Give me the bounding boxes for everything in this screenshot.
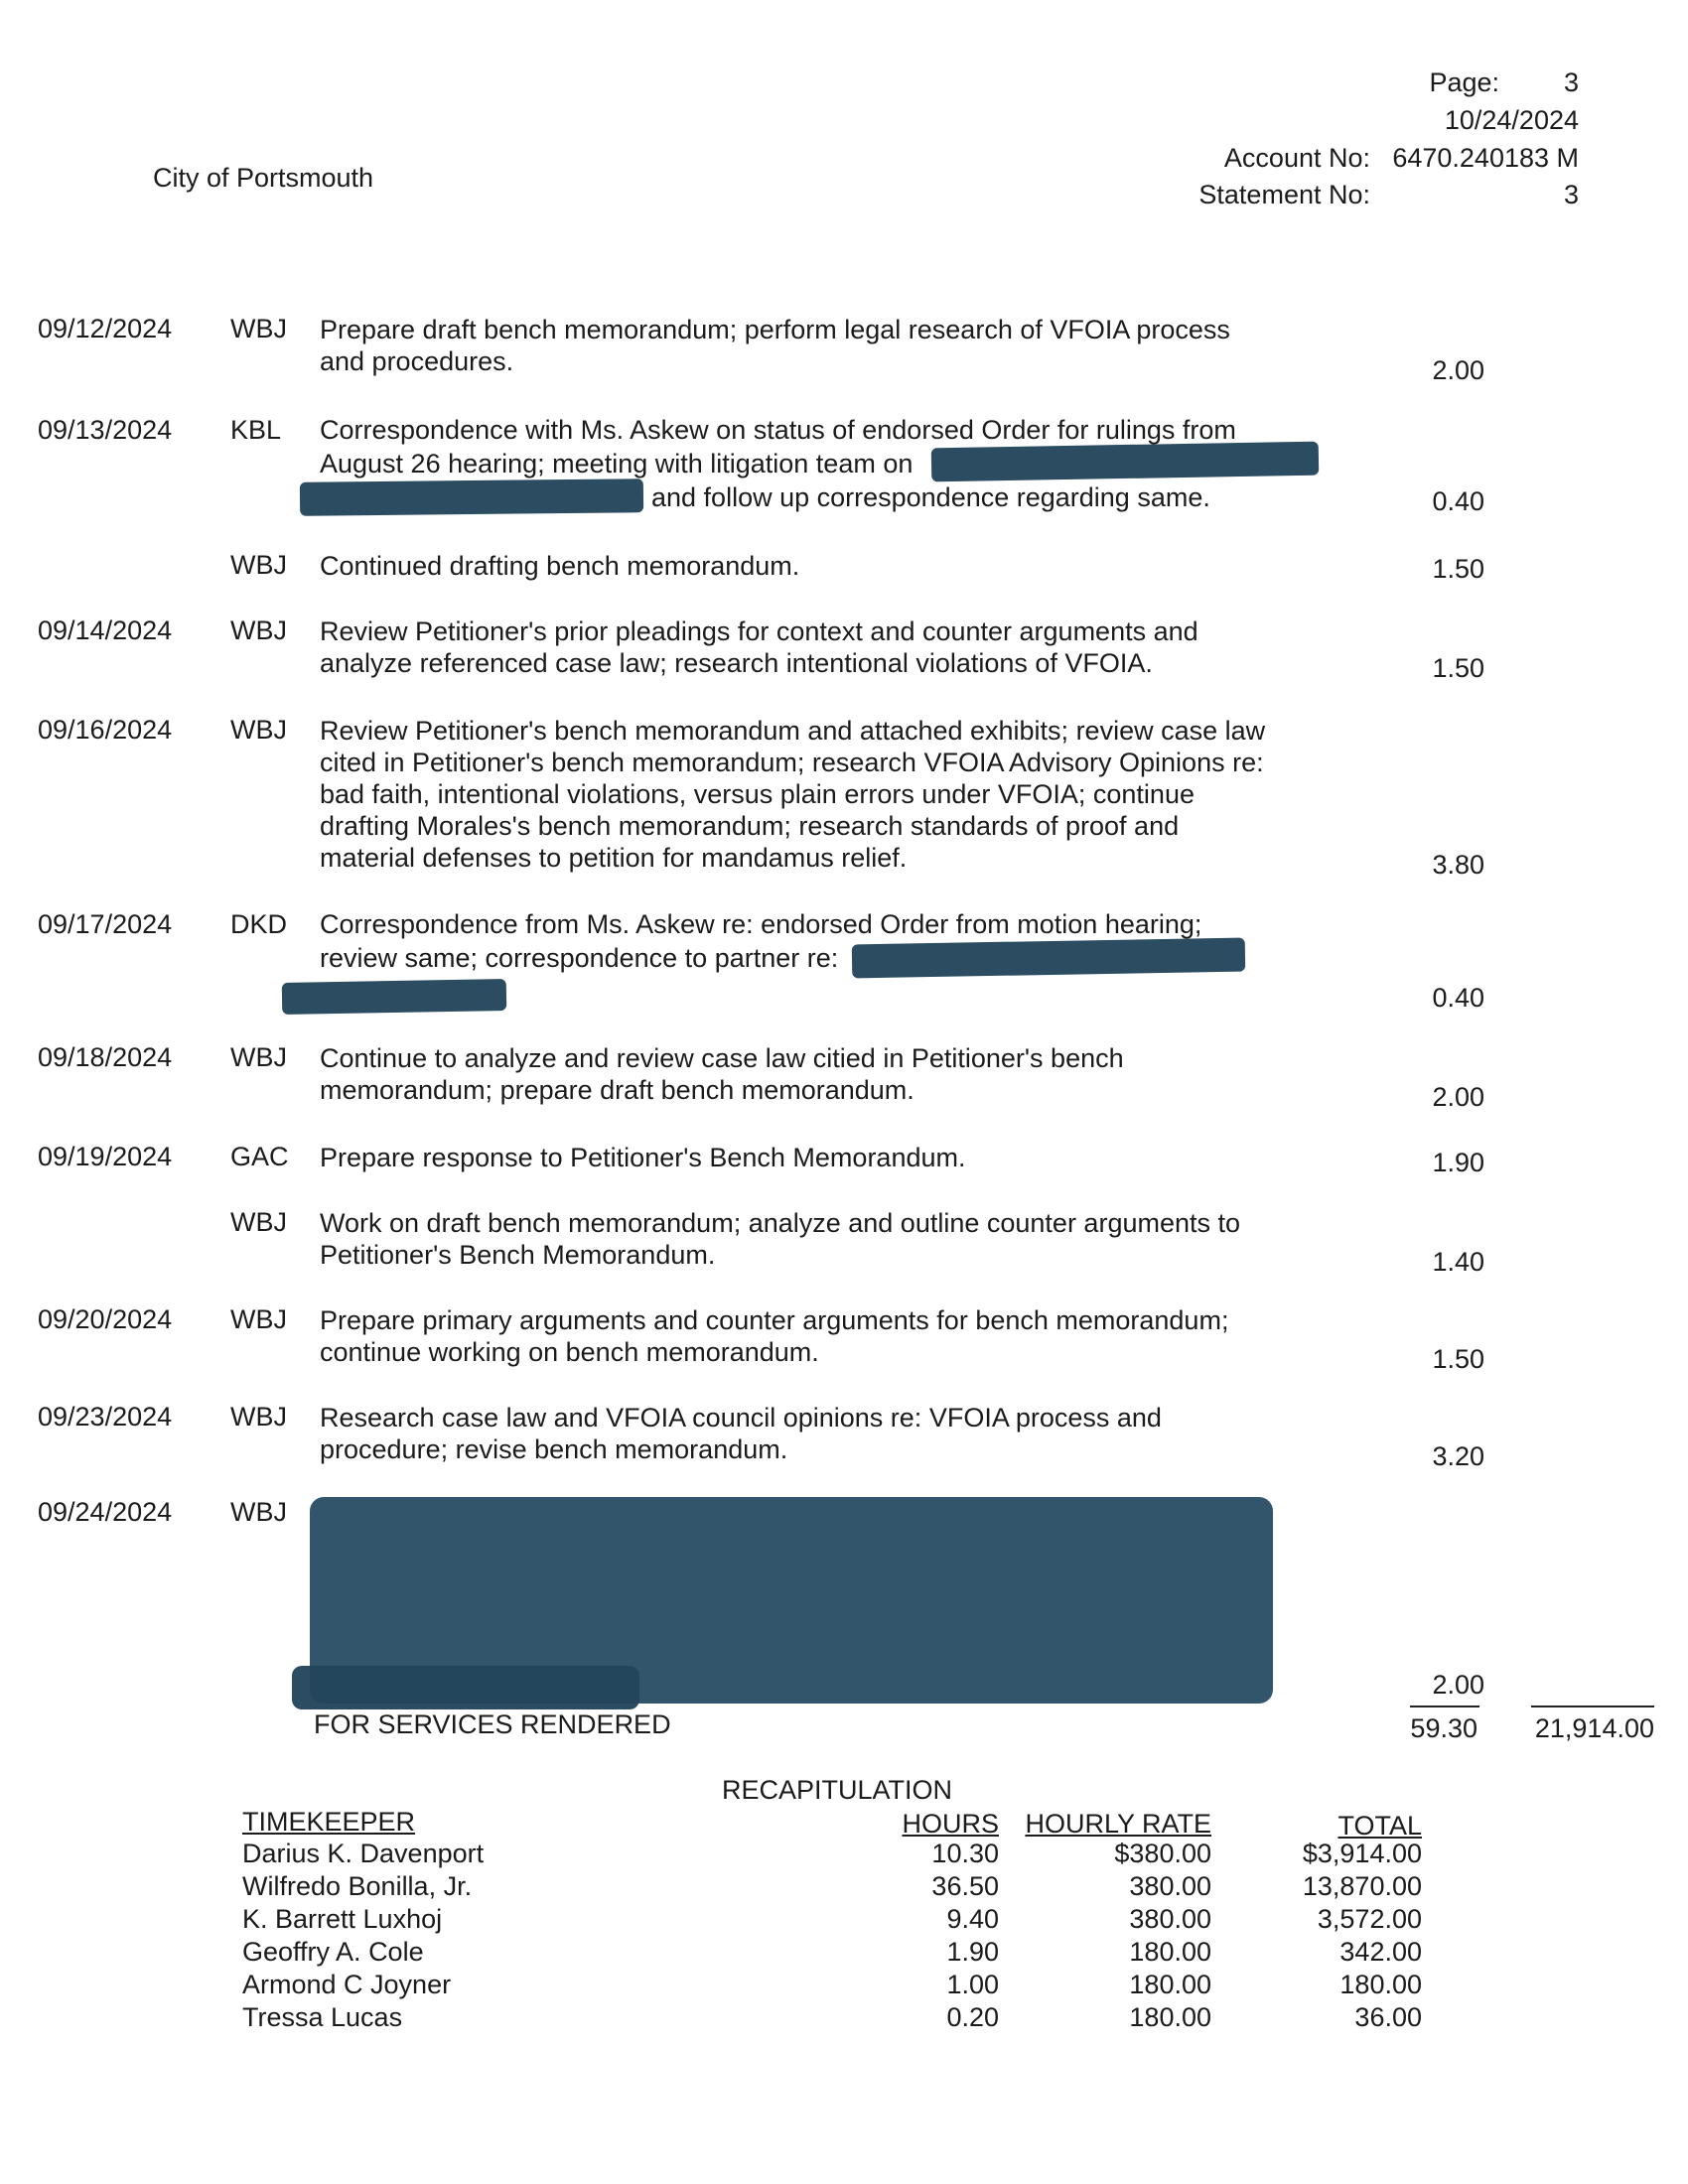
entry-timekeeper: WBJ <box>230 615 287 645</box>
entry-hours: 2.00 <box>1432 1670 1484 1700</box>
recap-row <box>0 1904 1688 1936</box>
entry-date: 09/19/2024 <box>38 1142 173 1171</box>
recap-hours: 10.30 <box>931 1839 999 1868</box>
recap-rate: 180.00 <box>1129 1970 1211 1999</box>
entry-date: 09/12/2024 <box>38 314 173 343</box>
entry-timekeeper: DKD <box>230 909 288 939</box>
entry-timekeeper: WBJ <box>230 1304 287 1334</box>
entry-description: Continue to analyze and review case law citied in Petitioner's bench memorandum; prepare draft bench memorandum. <box>320 1043 1124 1105</box>
amount-total-rule <box>1531 1706 1654 1707</box>
entry-hours: 1.50 <box>1432 1344 1484 1374</box>
entry-hours: 0.40 <box>1432 486 1484 516</box>
entry-description-line: review same; correspondence to partner re: <box>320 943 839 973</box>
recap-hours: 1.90 <box>946 1937 999 1967</box>
entry-timekeeper: WBJ <box>230 1497 287 1527</box>
entry-hours: 3.20 <box>1432 1441 1484 1471</box>
client-name: City of Portsmouth <box>153 163 374 193</box>
recap-hours: 36.50 <box>931 1871 999 1901</box>
recap-col-hours: HOURS <box>902 1809 999 1839</box>
recap-row <box>0 1970 1688 2001</box>
recap-total: 13,870.00 <box>1302 1871 1422 1901</box>
recap-total: 342.00 <box>1339 1937 1422 1967</box>
recap-total: $3,914.00 <box>1302 1839 1422 1868</box>
recap-col-total: TOTAL <box>1337 1811 1422 1841</box>
recap-row <box>0 1871 1688 1903</box>
entry-date: 09/17/2024 <box>38 909 173 939</box>
recap-name: Geoffry A. Cole <box>242 1937 424 1967</box>
entry-description: Review Petitioner's bench memorandum and attached exhibits; review case law cited in Petitioner's bench memorandum; research VFOIA Advisory Opinions re: bad faith, intentional violations, versus plain errors under VFOIA; continue drafting Morales's bench memorandum; research standards of proof and material defenses to petition for mandamus relief. <box>320 716 1266 873</box>
entry-hours: 1.50 <box>1432 554 1484 584</box>
entry-timekeeper: WBJ <box>230 550 287 580</box>
total-amount: 21,914.00 <box>1534 1713 1654 1743</box>
entry-date: 09/24/2024 <box>38 1497 173 1527</box>
entry-timekeeper: WBJ <box>230 314 287 343</box>
entry-timekeeper: WBJ <box>230 1402 287 1432</box>
entry-description-line: Correspondence with Ms. Askew on status of endorsed Order for rulings from <box>320 415 1236 445</box>
redaction-mark <box>852 938 1246 979</box>
entry-timekeeper: GAC <box>230 1142 289 1171</box>
entry-description-line: August 26 hearing; meeting with litigation team on <box>320 449 914 478</box>
entry-timekeeper: WBJ <box>230 715 287 745</box>
redaction-mark <box>282 979 507 1015</box>
entry-hours: 1.90 <box>1432 1148 1484 1177</box>
entry-timekeeper: KBL <box>230 415 282 445</box>
entry-description-line: Correspondence from Ms. Askew re: endorsed Order from motion hearing; <box>320 909 1202 939</box>
recap-name: Armond C Joyner <box>242 1970 452 1999</box>
entry-hours: 2.00 <box>1432 355 1484 385</box>
entry-description: Prepare draft bench memorandum; perform legal research of VFOIA process and procedures. <box>320 315 1230 376</box>
statement-number: 3 <box>1563 180 1579 209</box>
recap-title: RECAPITULATION <box>722 1775 953 1805</box>
recap-rate: 380.00 <box>1129 1904 1211 1934</box>
recap-hours: 0.20 <box>946 2002 999 2032</box>
redaction-mark <box>931 442 1320 482</box>
entry-date: 09/18/2024 <box>38 1042 173 1072</box>
entry-description-line: and follow up correspondence regarding same. <box>651 482 1210 512</box>
recap-rate: $380.00 <box>1114 1839 1211 1868</box>
entry-date: 09/13/2024 <box>38 415 173 445</box>
recap-rate: 380.00 <box>1129 1871 1211 1901</box>
entry-date: 09/20/2024 <box>38 1304 173 1334</box>
recap-hours: 1.00 <box>946 1970 999 1999</box>
recap-rate: 180.00 <box>1129 1937 1211 1967</box>
entry-timekeeper: WBJ <box>230 1042 287 1072</box>
recap-total: 180.00 <box>1339 1970 1422 1999</box>
account-label: Account No: <box>1223 143 1370 173</box>
entry-description: Work on draft bench memorandum; analyze and outline counter arguments to Petitioner's Bench Memorandum. <box>320 1208 1241 1270</box>
account-number: 6470.240183 M <box>1392 143 1579 173</box>
entry-hours: 0.40 <box>1432 983 1484 1013</box>
entry-hours: 2.00 <box>1432 1082 1484 1112</box>
recap-row <box>0 1937 1688 1969</box>
entry-timekeeper: WBJ <box>230 1207 287 1237</box>
entry-date: 09/14/2024 <box>38 615 173 645</box>
entry-description: Continued drafting bench memorandum. <box>320 551 800 581</box>
recap-name: Darius K. Davenport <box>242 1839 485 1868</box>
recap-name: Wilfredo Bonilla, Jr. <box>242 1871 473 1901</box>
recap-row <box>0 1839 1688 1870</box>
entry-description: Prepare response to Petitioner's Bench Memorandum. <box>320 1143 966 1172</box>
redaction-mark <box>292 1666 639 1709</box>
recap-col-timekeeper: TIMEKEEPER <box>242 1807 416 1837</box>
entry-description: Research case law and VFOIA council opinions re: VFOIA process and procedure; revise bench memorandum. <box>320 1403 1162 1464</box>
entry-description: Prepare primary arguments and counter arguments for bench memorandum; continue working on bench memorandum. <box>320 1305 1229 1367</box>
redaction-mark <box>300 478 643 516</box>
total-hours: 59.30 <box>1410 1713 1477 1743</box>
recap-name: Tressa Lucas <box>242 2002 403 2032</box>
entry-hours: 1.40 <box>1432 1247 1484 1277</box>
entry-date: 09/16/2024 <box>38 715 173 745</box>
recap-total: 3,572.00 <box>1317 1904 1422 1934</box>
entry-date: 09/23/2024 <box>38 1402 173 1432</box>
entry-hours: 1.50 <box>1432 653 1484 683</box>
page-number: 3 <box>1563 68 1579 97</box>
entry-description: Review Petitioner's prior pleadings for context and counter arguments and analyze referenced case law; research intentional violations of VFOIA. <box>320 616 1198 678</box>
statement-label: Statement No: <box>1198 180 1370 209</box>
services-rendered-label: FOR SERVICES RENDERED <box>314 1709 671 1739</box>
hours-total-rule <box>1410 1706 1479 1707</box>
recap-col-rate: HOURLY RATE <box>1025 1809 1211 1839</box>
recap-name: K. Barrett Luxhoj <box>242 1904 443 1934</box>
entry-hours: 3.80 <box>1432 850 1484 880</box>
page-label: Page: <box>1429 68 1499 97</box>
statement-date: 10/24/2024 <box>1444 105 1579 135</box>
recap-total: 36.00 <box>1354 2002 1422 2032</box>
recap-hours: 9.40 <box>946 1904 999 1934</box>
recap-row <box>0 2002 1688 2034</box>
recap-rate: 180.00 <box>1129 2002 1211 2032</box>
